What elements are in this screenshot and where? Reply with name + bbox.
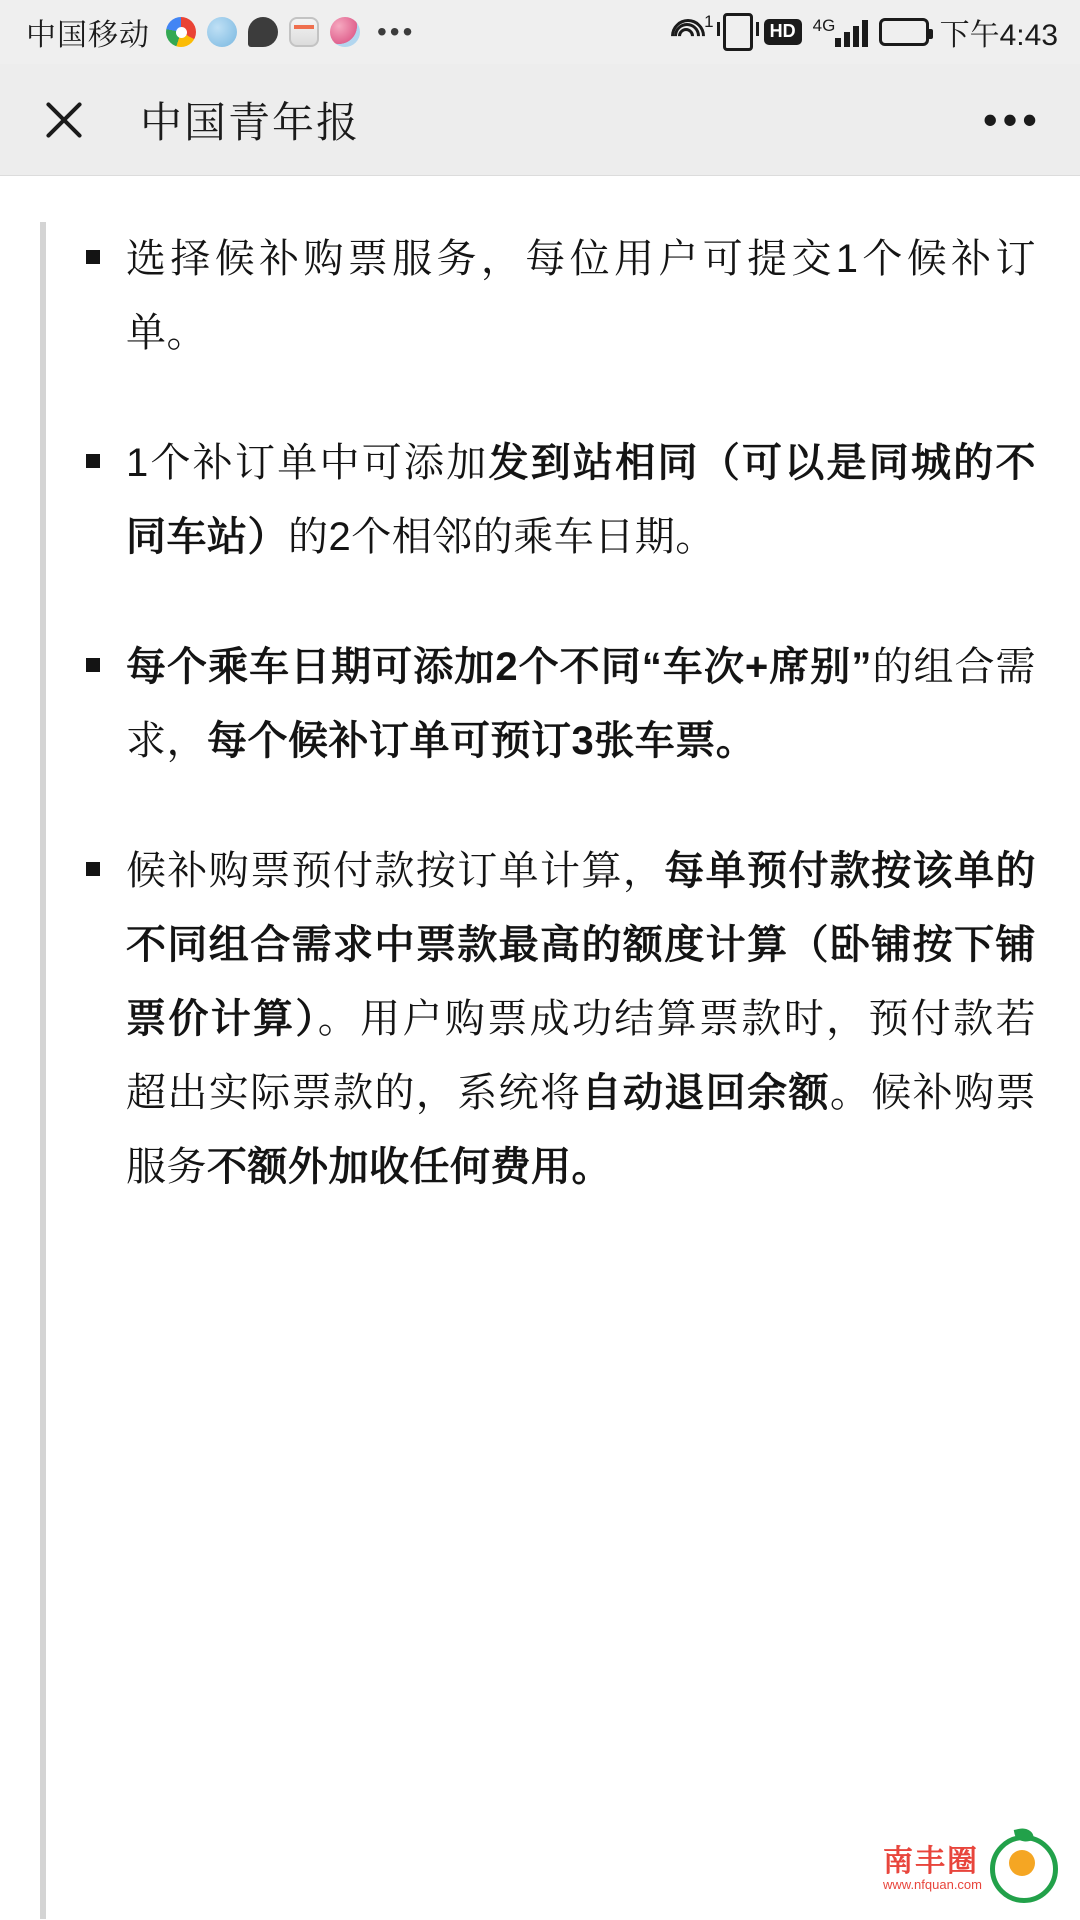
carrier-label: 中国移动	[26, 19, 150, 52]
orange-fruit-icon	[990, 1835, 1058, 1903]
list-item	[126, 222, 1036, 370]
battery-icon	[879, 18, 929, 46]
quote-rail	[40, 222, 46, 1919]
vibrate-mode-icon	[723, 13, 753, 51]
bullet-list	[44, 222, 1036, 1204]
chrome-icon	[166, 17, 196, 47]
tray-overflow-icon: •••	[377, 16, 416, 47]
moon-icon	[207, 17, 237, 47]
list-item	[126, 834, 1036, 1204]
list-item	[126, 426, 1036, 574]
card-icon	[289, 17, 319, 47]
cellular-signal-icon	[813, 17, 868, 47]
body-text: 的组合需求，	[126, 645, 1036, 763]
network-type-label: 4G	[812, 16, 836, 35]
watermark-name: 南丰圈 www.nfquan.com	[883, 1845, 982, 1892]
status-right-cluster	[676, 0, 1058, 64]
body-text: 选择候补购票服务，每位用户可提交1个候补订单。	[126, 237, 1036, 355]
chat-icon	[248, 17, 278, 47]
app-bar	[0, 64, 1080, 176]
body-text: 。候补购票服务	[126, 1071, 1037, 1189]
emphasis-text: 自动退回余额	[581, 1071, 830, 1115]
more-dots-icon[interactable]: •••	[982, 95, 1042, 143]
status-bar	[0, 0, 1080, 64]
article-content	[0, 176, 1080, 1919]
list-item	[126, 630, 1036, 778]
emphasis-text: 每单预付款按该单的不同组合需求中票款最高的额度计算（卧铺按下铺票价计算）	[126, 849, 1037, 1041]
body-text: 候补购票预付款按订单计算，	[126, 849, 665, 893]
body-text: 1个补订单中可添加	[126, 441, 489, 485]
close-icon[interactable]	[38, 94, 90, 146]
page-title: 中国青年报	[140, 98, 361, 146]
body-text: 。用户购票成功结算票款时，预付款若超出实际票款的，系统将	[126, 997, 1037, 1115]
wifi-signal-icon	[676, 12, 714, 48]
emphasis-text: 不额外加收任何费用。	[207, 1145, 612, 1189]
watermark	[883, 1835, 1058, 1903]
emphasis-text: 发到站相同（可以是同城的不同车站）	[126, 441, 1036, 559]
hd-voice-icon: HD	[764, 19, 802, 45]
status-tray-icons	[166, 16, 415, 48]
emphasis-text: 每个乘车日期可添加2个不同“车次+席别”	[126, 645, 872, 689]
body-text: 的2个相邻的乘车日期。	[288, 515, 716, 559]
flower-icon	[330, 17, 360, 47]
emphasis-text: 每个候补订单可预订3张车票。	[207, 719, 757, 763]
status-clock: 下午4:43	[939, 19, 1058, 52]
watermark-url: www.nfquan.com	[883, 1876, 982, 1892]
signal-superscript: 1	[704, 12, 714, 31]
